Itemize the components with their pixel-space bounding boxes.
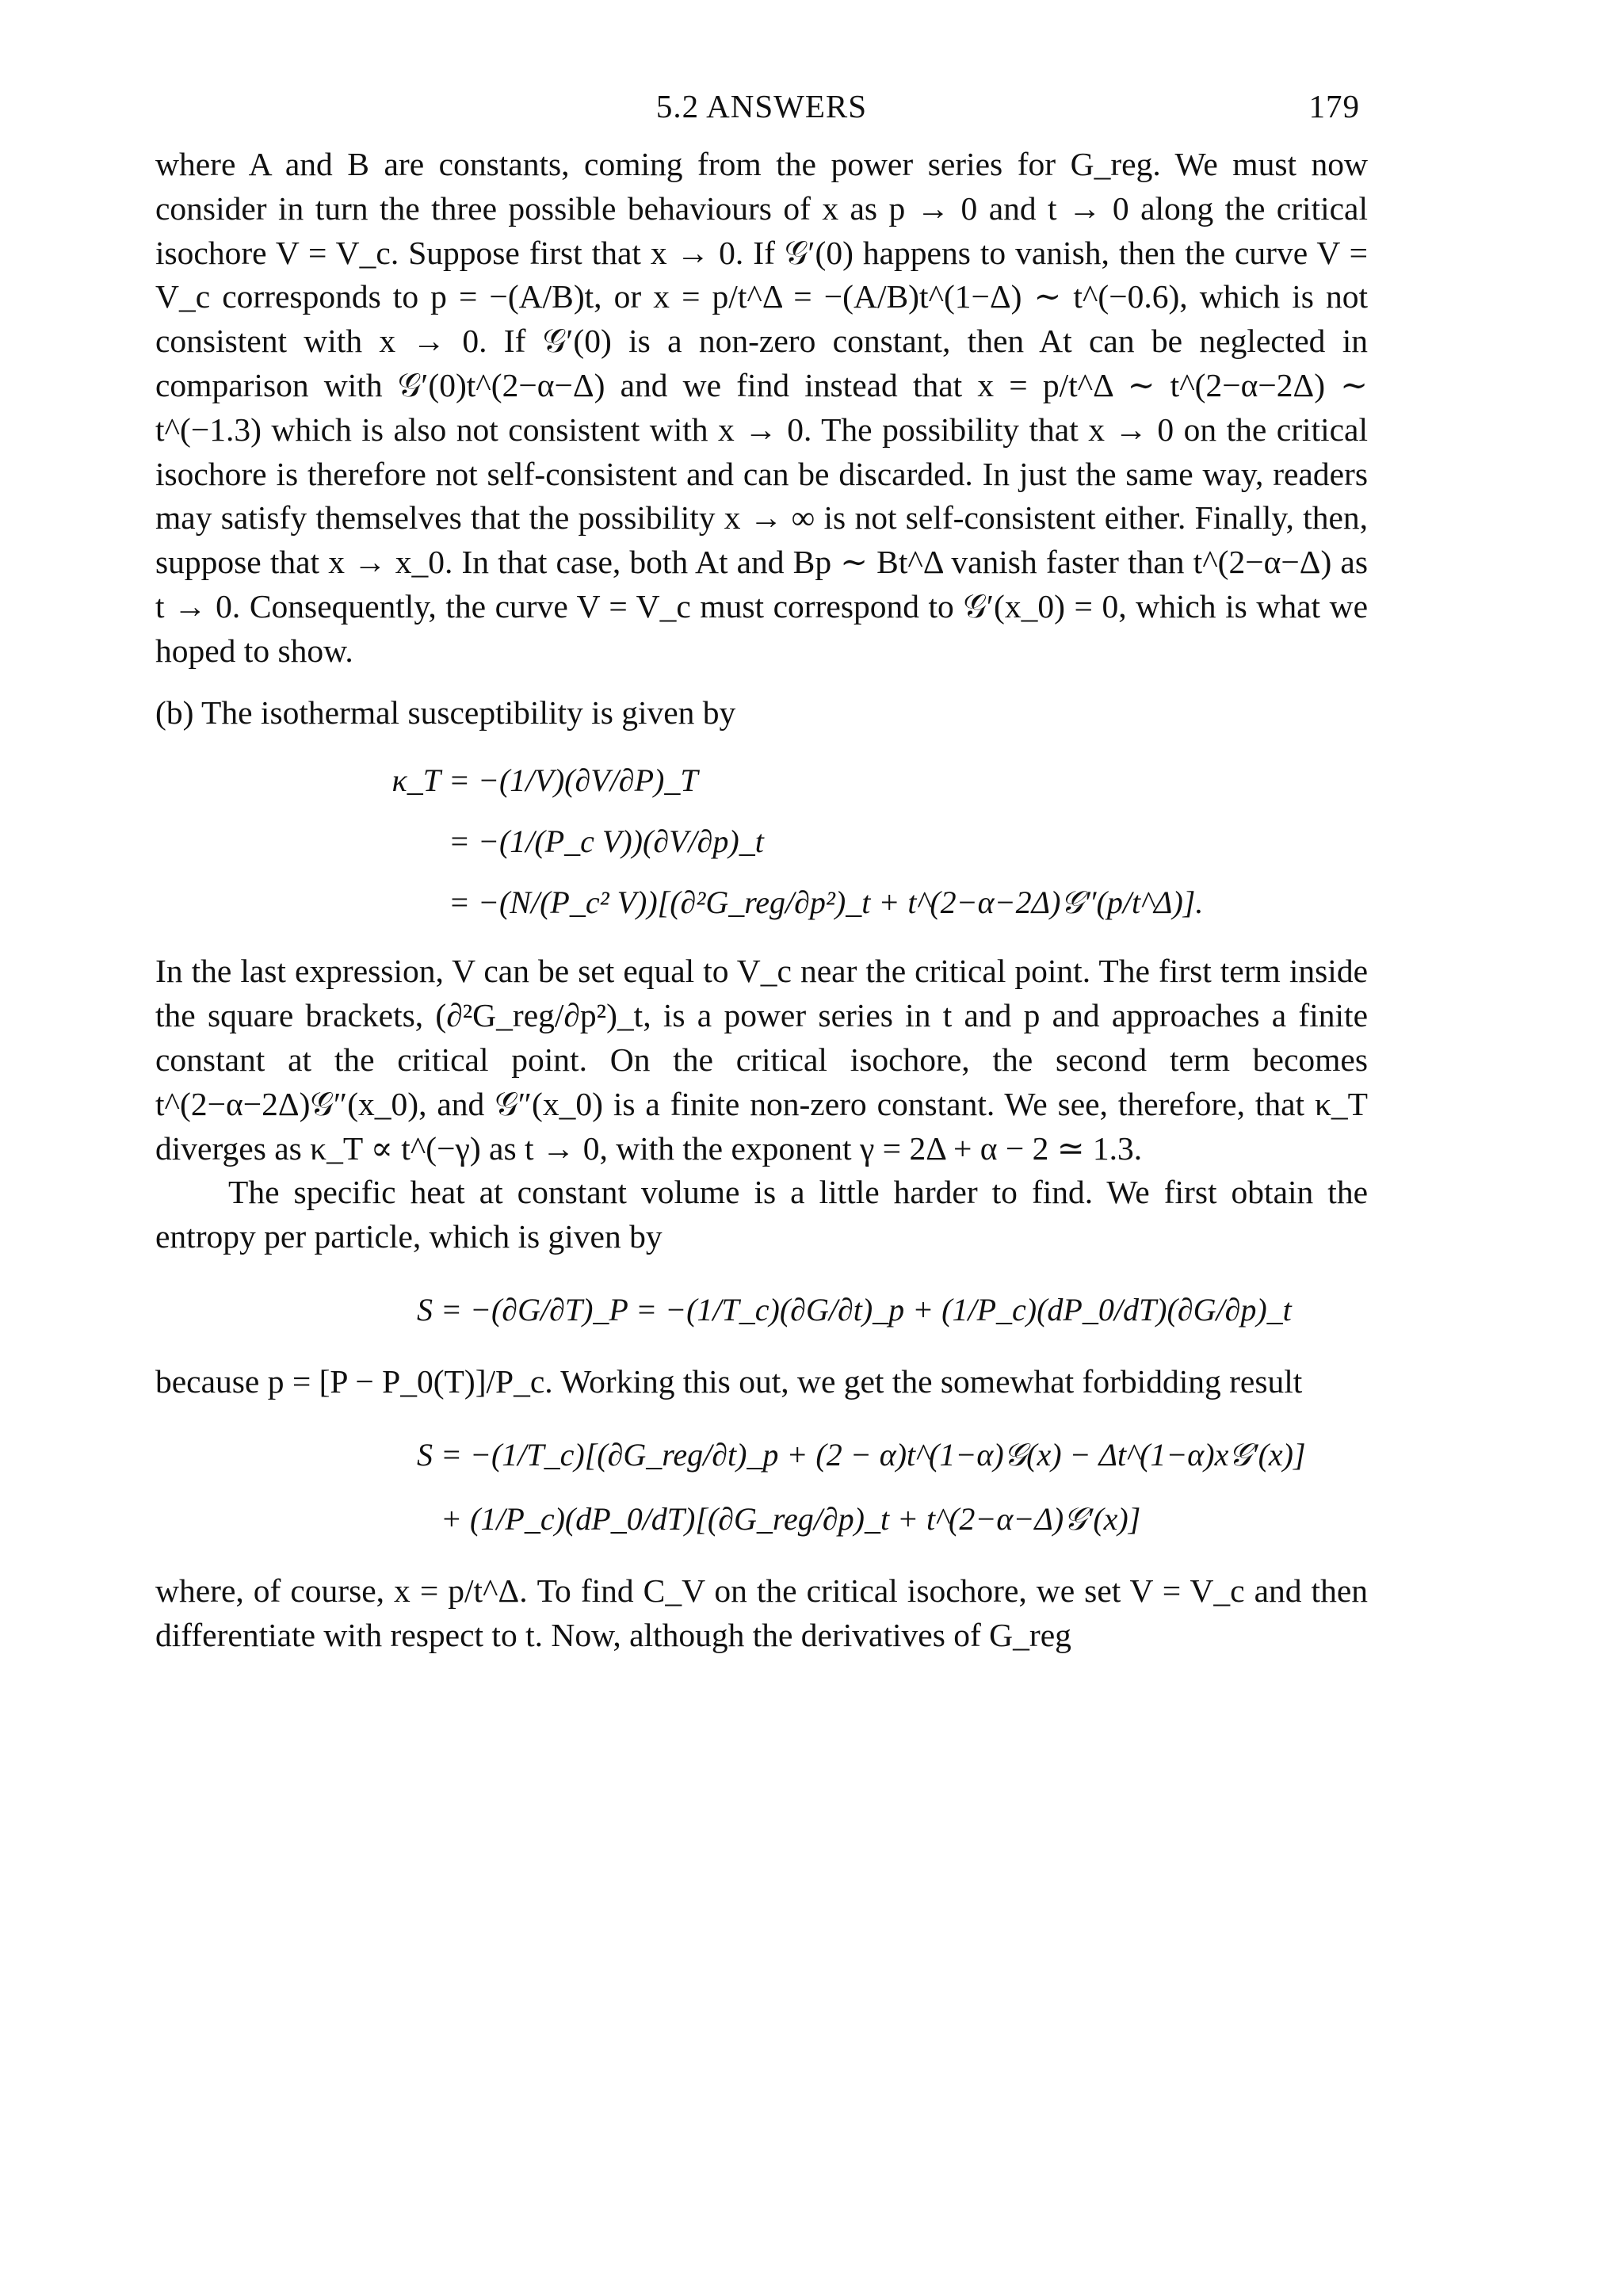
equation-entropy-result-rhs-2: + (1/P_c)(dP_0/dT)[(∂G_reg/∂p)_t + t^(2−α−Δ)𝒢′(x)] <box>441 1500 1141 1537</box>
equation-kappa-line-1 <box>377 762 1368 799</box>
equation-entropy-result <box>369 1436 1368 1538</box>
equation-entropy-result-line-2 <box>369 1500 1368 1538</box>
equation-kappa-rhs-3: = −(N/(P_c² V))[(∂²G_reg/∂p²)_t + t^(2−α−2Δ)𝒢″(p/t^Δ)]. <box>449 884 1204 921</box>
equation-entropy-rhs: = −(∂G/∂T)_P = −(1/T_c)(∂G/∂t)_p + (1/P_c)(dP_0/dT)(∂G/∂p)_t <box>441 1291 1292 1328</box>
paragraph-susceptibility-intro: (b) The isothermal susceptibility is given by <box>155 693 736 731</box>
equation-kappa-rhs-2: = −(1/(P_c V))(∂V/∂p)_t <box>449 823 764 860</box>
equation-entropy-lhs: S <box>417 1291 433 1328</box>
page-number: 179 <box>1308 88 1360 124</box>
page-header <box>155 87 1368 143</box>
paragraph-because: because p = [P − P_0(T)]/P_c. Working this out, we get the somewhat forbidding result <box>155 1362 1303 1400</box>
paragraph-specific-heat-intro: The specific heat at constant volume is a little harder to find. We first obtain the entropy per particle, which is given by <box>155 1174 1368 1255</box>
paragraph-isochore-argument: where A and B are constants, coming from the power series for G_reg. We must now consider in turn the three possible behaviours of x as p → 0 and t → 0 along the critical isochore V = V_c. Suppose first that x → 0. If 𝒢′(0) happens to vanish, then the curve V = V_c corresponds to p = −(A/B)t, or x = p/t^Δ = −(A/B)t^(1−Δ) ∼ t^(−0.6), which is not consistent with x → 0. If 𝒢′(0) is a non-zero constant, then At can be neglected in comparison with 𝒢′(0)t^(2−α−Δ) and we find instead that x = p/t^Δ ∼ t^(2−α−2Δ) ∼ t^(−1.3) which is also not consistent with x → 0. The possibility that x → 0 on the critical isochore is therefore not self-consistent and can be discarded. In just the same way, readers may satisfy themselves that the possibility x → ∞ is not self-consistent either. Finally, then, suppose that x → x_0. In that case, both At and Bp ∼ Bt^Δ vanish faster than t^(2−α−Δ) as t → 0. Consequently, the curve V = V_c must correspond to 𝒢′(x_0) = 0, which is what we hoped to show. <box>155 146 1368 669</box>
equation-entropy <box>369 1291 1368 1328</box>
equation-kappa-line-2 <box>377 823 1368 860</box>
running-title: 5.2 ANSWERS <box>655 88 868 124</box>
equation-entropy-result-rhs-1: = −(1/T_c)[(∂G_reg/∂t)_p + (2 − α)t^(1−α)𝒢(x) − Δt^(1−α)x𝒢′(x)] <box>441 1436 1306 1473</box>
paragraph-susceptibility-discussion: In the last expression, V can be set equal to V_c near the critical point. The first term inside the square brackets, (∂²G_reg/∂p²)_t, is a power series in t and p and approaches a finite constant at the critical point. On the critical isochore, the second term becomes t^(2−α−2Δ)𝒢″(x_0), and 𝒢″(x_0) is a finite non-zero constant. We see, therefore, that κ_T diverges as κ_T ∝ t^(−γ) as t → 0, with the exponent γ = 2Δ + α − 2 ≃ 1.3. <box>155 953 1368 1167</box>
equation-kappa-rhs-1: = −(1/V)(∂V/∂P)_T <box>449 762 698 799</box>
paragraph-where-of-course: where, of course, x = p/t^Δ. To find C_V on the critical isochore, we set V = V_c and then differentiate with respect to t. Now, although the derivatives of G_reg <box>155 1572 1368 1653</box>
equation-entropy-line <box>369 1291 1368 1328</box>
equation-kappa-line-3 <box>377 884 1368 921</box>
equation-kappa-lhs: κ_T <box>391 762 441 799</box>
equation-entropy-result-line-1 <box>369 1436 1368 1473</box>
equation-kappa-t <box>377 762 1368 921</box>
equation-entropy-result-lhs: S <box>417 1436 433 1473</box>
page <box>155 87 1368 1657</box>
